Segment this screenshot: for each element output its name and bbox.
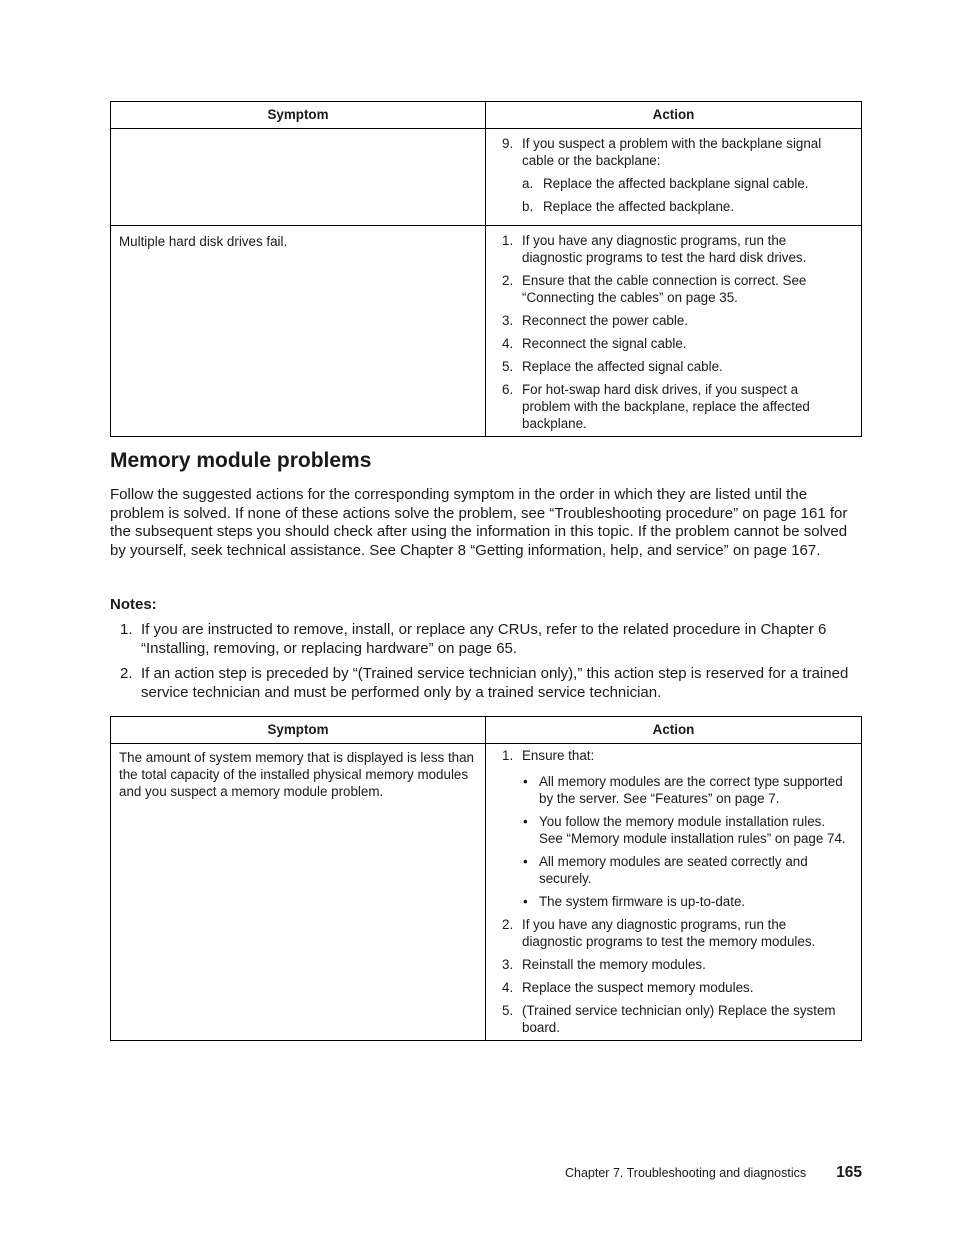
step-number: 4. [502,336,514,351]
step-text: Reinstall the memory modules. [522,957,706,972]
section-title: Memory module problems [110,449,372,472]
table-header [111,717,861,744]
action-step [502,979,849,996]
step-text: Reconnect the power cable. [522,313,688,328]
bullet-item [522,853,849,887]
bullet-text: The system firmware is up-to-date. [539,894,746,909]
symptom-cell [111,129,486,225]
step-number: 2. [502,917,514,932]
action-step [502,272,849,306]
notes-label: Notes: [110,596,157,613]
memory-module-table [110,716,862,1041]
step-text: Replace the suspect memory modules. [522,980,754,995]
action-step [502,916,849,950]
symptom-header: Symptom [111,102,486,128]
note-item [110,621,862,658]
action-header: Action [652,722,695,737]
sub-step-text: Replace the affected backplane. [543,199,735,214]
step-number: 2. [502,273,514,288]
table-row [111,129,861,225]
action-step [502,312,849,329]
step-number: 4. [502,980,514,995]
hard-disk-table [110,101,862,437]
bullet-item [522,773,849,807]
sub-step-marker: a. [522,176,534,191]
step-number: 3. [502,957,514,972]
sub-step [522,175,849,192]
bullet-text: All memory modules are seated correctly and securely. [539,854,808,886]
step-number: 1. [502,233,514,248]
action-cell [486,226,861,436]
step-text: If you suspect a problem with the backplane signal cable or the backplane: [522,136,822,168]
step-text: Ensure that: [522,748,595,763]
sub-step [522,198,849,215]
table-row [111,225,861,436]
note-item [110,665,862,702]
step-text: For hot-swap hard disk drives, if you suspect a problem with the backplane, replace the affected backplane. [522,382,810,431]
step-number: 3. [502,313,514,328]
table-row [111,744,861,1040]
step-number: 9. [502,136,514,151]
action-step [502,1002,849,1036]
symptom-cell: The amount of system memory that is displayed is less than the total capacity of the installed physical memory modules and you suspect a memory module problem. [111,744,486,1040]
step-text: Replace the affected signal cable. [522,359,723,374]
step-text: Reconnect the signal cable. [522,336,687,351]
chapter-label: Chapter 7. Troubleshooting and diagnostics [565,1166,807,1180]
step-text: If you have any diagnostic programs, run the diagnostic programs to test the hard disk drives. [522,233,807,265]
step-number: 6. [502,382,514,397]
note-text: If you are instructed to remove, install, or replace any CRUs, refer to the related procedure in Chapter 6 “Installing, removing, or replacing hardware” on page 65. [141,621,827,657]
note-number: 1. [120,621,133,638]
bullet-mark: • [523,894,528,909]
action-step [502,358,849,375]
step-text: (Trained service technician only) Replace the system board. [522,1003,836,1035]
bullet-text: You follow the memory module installation rules. See “Memory module installation rules” on page 74. [539,814,846,846]
action-step [502,232,849,266]
bullet-item [522,893,849,910]
step-text: Ensure that the cable connection is correct. See “Connecting the cables” on page 35. [522,273,807,305]
action-cell [486,129,861,225]
notes-list [110,621,862,709]
action-step [502,135,849,215]
action-step [502,747,849,910]
action-cell [486,744,861,1040]
step-number: 5. [502,359,514,374]
action-step [502,381,849,432]
action-step [502,956,849,973]
step-text: If you have any diagnostic programs, run the diagnostic programs to test the memory modules. [522,917,816,949]
note-number: 2. [120,665,133,683]
step-number: 1. [502,748,514,763]
bullet-mark: • [523,814,528,829]
sub-step-text: Replace the affected backplane signal cable. [543,176,809,191]
sub-step-marker: b. [522,199,534,214]
page-number: 165 [836,1164,862,1181]
bullet-mark: • [523,774,528,789]
action-step [502,335,849,352]
bullet-item [522,813,849,847]
table-header [111,102,861,129]
symptom-header: Symptom [111,717,486,743]
step-number: 5. [502,1003,514,1018]
symptom-cell: Multiple hard disk drives fail. [111,226,486,436]
note-text: If an action step is preceded by “(Trained service technician only),” this action step is reserved for a trained service technician and must be performed only by a trained service technician. [141,665,849,701]
action-header: Action [652,107,695,122]
bullet-text: All memory modules are the correct type supported by the server. See “Features” on page 7. [539,774,843,806]
bullet-mark: • [523,854,528,869]
intro-paragraph: Follow the suggested actions for the corresponding symptom in the order in which they are listed until the problem is solved. If none of these actions solve the problem, see “Troubleshooting procedure” on page 161 for the subsequent steps you should check after using the information in this topic. If the problem cannot be solved by yourself, seek technical assistance. See Chapter 8 “Getting information, help, and service” on page 167. [110,486,848,559]
